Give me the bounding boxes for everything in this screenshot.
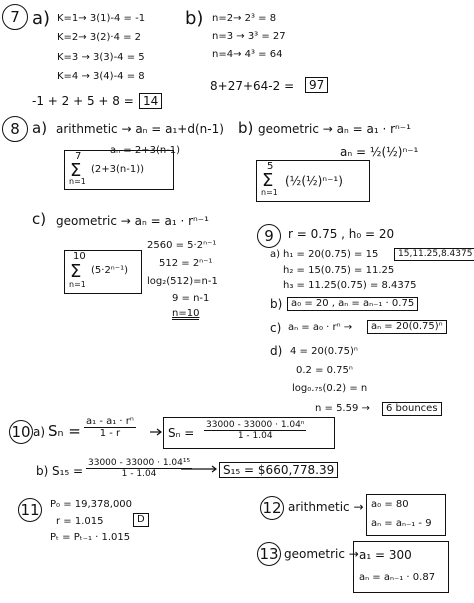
p10b-numerator: 33000 - 33000 · 1.04¹⁵ <box>88 458 191 468</box>
p10a-numerator: a₁ - a₁ · rⁿ <box>86 416 134 427</box>
p10b-denominator: 1 - 1.04 <box>121 469 157 479</box>
p9d-line-4: n = 5.59 → <box>315 403 370 414</box>
sigma-icon: Σ <box>70 261 82 282</box>
p8c-sigma-bottom: n=1 <box>69 280 86 289</box>
problem-10-number: 10 <box>9 420 33 444</box>
p8a-sigma-body: (2+3(n-1)) <box>91 164 145 175</box>
p8a-sigma-top: 7 <box>75 151 82 162</box>
p7a-answer-box: 14 <box>139 93 162 109</box>
sigma-icon: Σ <box>70 160 82 181</box>
p7b-line-2: n=3 → 3³ = 27 <box>212 31 286 42</box>
p9a-answer-box: 15,11.25,8.4375 <box>394 248 474 261</box>
p9a-line-3: h₃ = 11.25(0.75) = 8.4375 <box>283 280 417 291</box>
p11-line-1: P₀ = 19,378,000 <box>50 499 133 510</box>
p11-tag-box: D <box>133 513 149 527</box>
p9d-line-2: 0.2 = 0.75ⁿ <box>296 365 353 376</box>
p9c-text: aₙ = a₀ · rⁿ → <box>288 322 353 333</box>
p8c-sigma-body: (5·2ⁿ⁻¹) <box>91 265 128 276</box>
p13-box-line-1: a₁ = 300 <box>359 548 412 562</box>
p11-line-3: Pₜ = Pₜ₋₁ · 1.015 <box>50 532 131 543</box>
p7a-label: a) <box>32 8 51 29</box>
problem-8-number: 8 <box>2 116 28 142</box>
p9c-answer-box: aₙ = 20(0.75)ⁿ <box>367 320 447 334</box>
p13-text: geometric → <box>284 547 359 561</box>
problem-13-number: 13 <box>257 542 281 566</box>
p13-box-line-2: aₙ = aₙ₋₁ · 0.87 <box>359 572 436 583</box>
problem-9-number: 9 <box>257 224 281 248</box>
p9-given: r = 0.75 , h₀ = 20 <box>288 227 395 241</box>
p8c-definition: geometric → aₙ = a₁ · rⁿ⁻¹ <box>56 214 209 228</box>
p7b-line-3: n=4→ 4³ = 64 <box>212 49 283 60</box>
p8a-sigma-bottom: n=1 <box>69 177 86 186</box>
p7b-answer-box: 97 <box>305 77 328 93</box>
p7a-line-3: K=3 → 3(3)-4 = 5 <box>57 52 145 63</box>
p8c-label: c) <box>32 210 47 228</box>
p10b-answer-box: S₁₅ = $660,778.39 <box>219 462 338 478</box>
p8c-step-3: log₂(512)=n-1 <box>147 276 218 287</box>
p7b-line-1: n=2→ 2³ = 8 <box>212 13 277 24</box>
p9b-answer-box: a₀ = 20 , aₙ = aₙ₋₁ · 0.75 <box>287 297 418 311</box>
p9b-label: b) <box>270 297 283 311</box>
p7b-label: b) <box>185 8 204 29</box>
p7a-line-1: K=1→ 3(1)-4 = -1 <box>57 13 146 24</box>
sigma-icon: Σ <box>262 170 274 191</box>
problem-7-number: 7 <box>2 4 28 30</box>
p7a-line-2: K=2→ 3(2)·4 = 2 <box>57 32 142 43</box>
p8c-step-1: 2560 = 5·2ⁿ⁻¹ <box>147 240 217 251</box>
p8a-definition: arithmetic → aₙ = a₁+d(n-1) <box>56 122 224 136</box>
p8b-sigma-top: 5 <box>267 161 274 172</box>
p8b-formula: aₙ = ½(½)ⁿ⁻¹ <box>340 145 419 159</box>
p10a-lhs: Sₙ = <box>48 422 81 440</box>
p8c-step-2: 512 = 2ⁿ⁻¹ <box>159 258 213 269</box>
p9d-line-3: log₀.₇₅(0.2) = n <box>292 383 368 394</box>
p10b-lhs: S₁₅ = <box>52 464 84 478</box>
p7b-sum: 8+27+64-2 = <box>210 79 295 93</box>
p12-text: arithmetic → <box>288 500 364 514</box>
p10a-box-numerator: 33000 - 33000 · 1.04ⁿ <box>206 420 305 430</box>
p7a-line-4: K=4 → 3(4)-4 = 8 <box>57 71 145 82</box>
p9a-label: a) <box>270 249 281 260</box>
p8a-label: a) <box>32 119 48 137</box>
p8a-formula: aₙ = 2+3(n-1) <box>110 145 181 156</box>
p12-box-line-2: aₙ = aₙ₋₁ - 9 <box>371 518 432 529</box>
p9a-line-2: h₂ = 15(0.75) = 11.25 <box>283 265 395 276</box>
p8b-label: b) <box>238 119 254 137</box>
p8b-definition: geometric → aₙ = a₁ · rⁿ⁻¹ <box>258 122 411 136</box>
p8c-answer: n=10 <box>172 308 200 319</box>
p9d-label: d) <box>270 344 283 358</box>
p9c-label: c) <box>270 321 282 335</box>
p10b-label: b) <box>36 464 49 478</box>
p8c-sigma-top: 10 <box>73 251 86 262</box>
p10a-box-denominator: 1 - 1.04 <box>237 431 273 441</box>
p10a-box-lhs: Sₙ = <box>168 426 195 440</box>
problem-11-number: 11 <box>18 498 42 522</box>
p8b-sigma-bottom: n=1 <box>261 188 278 197</box>
p9d-line-1: 4 = 20(0.75)ⁿ <box>290 346 358 357</box>
p8b-sigma-body: (½(½)ⁿ⁻¹) <box>285 174 343 188</box>
p8c-step-4: 9 = n-1 <box>172 293 210 304</box>
p9a-line-1: h₁ = 20(0.75) = 15 <box>283 249 379 260</box>
p12-box-line-1: a₀ = 80 <box>371 499 409 510</box>
p10a-denominator: 1 - r <box>99 428 121 439</box>
p10a-label: a) <box>33 425 46 439</box>
problem-12-number: 12 <box>260 496 284 520</box>
p9d-answer-box: 6 bounces <box>382 402 442 416</box>
p11-line-2: r = 1.015 <box>56 516 104 527</box>
p7a-sum: -1 + 2 + 5 + 8 = <box>32 94 134 108</box>
